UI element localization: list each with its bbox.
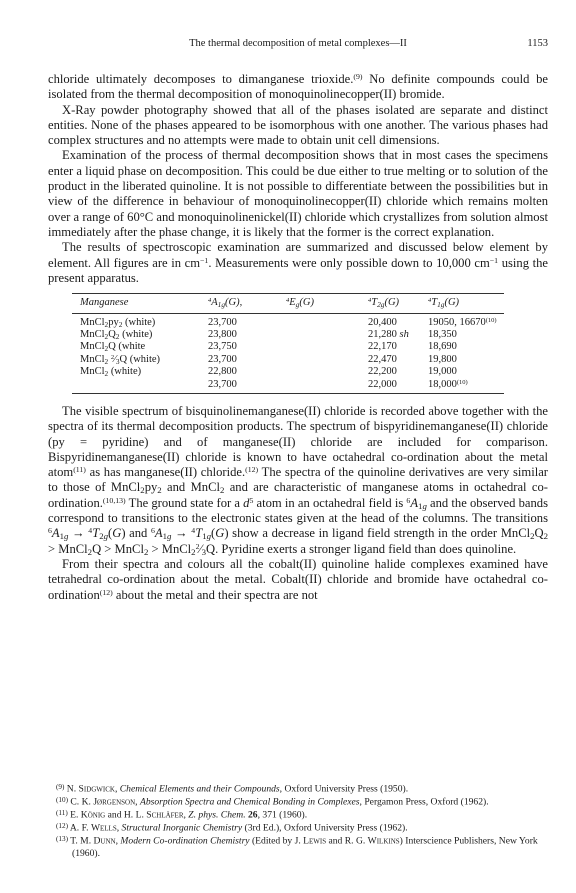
paragraph-visible-spectrum: The visible spectrum of bisquinolinemanganese(II) chloride is recorded above together with the spectra of its thermal decomposition products. The spectrum of bispyridinemanganese(II) chloride (py = pyridine) and of manganese(II) chloride are included for comparison. Bispyridinemanganese(II) chloride is known to have octahedral co-ordination about the metal atom$^{(11)}$ as has manganese(II) chloride.$^{(12)}$ The spectra of the quinoline derivatives are very similar to those of $MnCl_2py_2$ and MnCl$_2$ and are characteristic of manganese atoms in octahedral co-ordination.$^{(10,13)}$ The ground state for a $d^5$ atom in an octahedral field is $^6A_{1g}$ and the observed bands correspond to transitions to the electronic states given at the head of the columns. The transitions $^6A_{1g} \to ^4T_{2g}(G)$ and $^6A_{1g} \to ^4T_{1g}(G)$ show a decrease in ligand field strength in the order $MnCl_2Q_2$ > MnCl$_2$Q > MnCl$_2$ > $MnCl_2^2⁄_3Q$. Pyridine exerts a stronger ligand field than does quinoline. bbox=[48, 404, 549, 557]
table-cell bbox=[286, 317, 368, 329]
table-cell bbox=[286, 354, 368, 366]
table-row bbox=[72, 354, 528, 366]
manganese-spectra-table bbox=[72, 293, 504, 394]
running-title: The thermal decomposition of metal complexes—II bbox=[189, 38, 407, 49]
table-row bbox=[72, 379, 528, 391]
table-header-row bbox=[72, 294, 528, 312]
table-cell: 23,800 bbox=[208, 328, 237, 340]
table-cell: MnCl$_2$ $^2⁄_3Q$ (white) bbox=[80, 353, 161, 366]
table-cell: 23,700 bbox=[208, 353, 237, 365]
table-cell: 21,280 sh bbox=[368, 328, 409, 340]
running-header bbox=[48, 38, 548, 54]
reference-item: $^{(9)}$ N. Sidgwick, Chemical Elements and their Compounds, Oxford University Press (1950). bbox=[56, 783, 409, 795]
table-row bbox=[72, 329, 528, 341]
table-cell: 22,170 bbox=[368, 341, 397, 353]
table-header-cell: $^4A_{1g}(G)$, bbox=[208, 296, 243, 309]
table-cell: 23,700 bbox=[208, 316, 237, 328]
paragraph-examination: Examination of the process of thermal decomposition shows that in most cases the specimens enter a liquid phase on decomposition. This could be due either to true melting or to solution of the product in the liberated quinoline. It is not possible to differentiate between the possibilities but in view of the difference in behaviour of monoquinolinecopper(II) chloride which remains molten over a range of 60°C and monoquinolinenickel(II) chloride which crystallizes from solution almost immediately after the phase change, it is likely that the former is the correct explanation. bbox=[48, 148, 548, 239]
reference-item: $^{(12)}$ A. F. Wells, Structural Inorganic Chemistry (3rd Ed.), Oxford University Press (1962). bbox=[56, 822, 408, 834]
reference-item: $^{(10)}$ C. K. Jørgenson, Absorption Spectra and Chemical Bonding in Complexes, Pergamon Press, Oxford (1962). bbox=[56, 796, 489, 808]
table-cell: 23,700 bbox=[208, 378, 237, 390]
reference-item: $^{(13)}$ T. M. Dunn, Modern Co-ordination Chemistry (Edited by J. Lewis and R. G. Wilkins) Interscience Publishers, New York (1960). bbox=[56, 835, 538, 859]
table-cell bbox=[286, 329, 368, 341]
table-cell: 22,000 bbox=[368, 378, 397, 390]
table-cell bbox=[72, 379, 208, 391]
table-cell bbox=[286, 379, 368, 391]
table-row bbox=[72, 366, 528, 378]
table-header-cell: $^4E_g(G)$ bbox=[286, 296, 314, 309]
table-cell: $MnCl_2py_2$ (white) bbox=[80, 316, 156, 329]
article-body bbox=[48, 72, 548, 603]
reference-item: $^{(11)}$ E. König and H. L. Schläfer, Z. phys. Chem. 26, 371 (1960). bbox=[56, 809, 308, 821]
table-header-cell: $^4T_{2g}(G)$ bbox=[368, 296, 400, 309]
table-cell: 19050, 16670$^{(10)}$ bbox=[428, 316, 497, 328]
paragraph-xray: X-Ray powder photography showed that all of the phases isolated are separate and distinct entities. None of the phases appeared to be isomorphous with one another. The various phases had complex structures and no attempts were made to obtain unit cell dimensions. bbox=[48, 102, 548, 148]
table-cell: MnCl$_2$ (white) bbox=[80, 366, 142, 379]
paragraph-continued: chloride ultimately decomposes to dimanganese trioxide.$^{(9)}$ No definite compounds could be isolated from the thermal decomposition of monoquinolinecopper(II) bromide. bbox=[48, 72, 548, 102]
table-cell bbox=[286, 341, 368, 353]
table-header-cell: $^4T_{1g}(G)$ bbox=[428, 296, 460, 309]
table-cell bbox=[286, 366, 368, 378]
paragraph-cobalt: From their spectra and colours all the cobalt(II) quinoline halide complexes examined have tetrahedral co-ordination about the metal. Cobalt(II) chloride and bromide have octahedral co-ordination$^{(12)}$ about the metal and their spectra are not bbox=[48, 556, 548, 602]
table-cell: $MnCl_2Q_2$ (white) bbox=[80, 328, 153, 341]
paragraph-spectroscopy: The results of spectroscopic examination are summarized and discussed below element by element. All figures are in $cm^{-1}$. Measurements were only possible down to 10,000 $cm^{-1}$ using the present apparatus. bbox=[48, 240, 548, 285]
table-row bbox=[72, 317, 528, 329]
table-cell: 22,200 bbox=[368, 366, 397, 378]
table-cell: 19,800 bbox=[428, 353, 457, 365]
table-cell: 22,800 bbox=[208, 366, 237, 378]
table-header-rule bbox=[72, 313, 504, 314]
table-cell: 20,400 bbox=[368, 316, 397, 328]
table-body bbox=[72, 317, 528, 391]
table-cell: 18,350 bbox=[428, 328, 457, 340]
table-cell: 23,750 bbox=[208, 341, 237, 353]
table-bottom-rule bbox=[72, 393, 504, 394]
table-header-cell: Manganese bbox=[80, 297, 129, 309]
table-cell: MnCl$_2$Q (white bbox=[80, 341, 146, 354]
table-cell: 19,000 bbox=[428, 366, 457, 378]
references bbox=[48, 782, 548, 859]
table-cell: 18,000$^{(10)}$ bbox=[428, 378, 468, 390]
page-number: 1153 bbox=[527, 38, 548, 49]
table-cell: 18,690 bbox=[428, 341, 457, 353]
table-cell: 22,470 bbox=[368, 353, 397, 365]
table-row bbox=[72, 341, 528, 353]
text-after-table bbox=[48, 404, 548, 603]
